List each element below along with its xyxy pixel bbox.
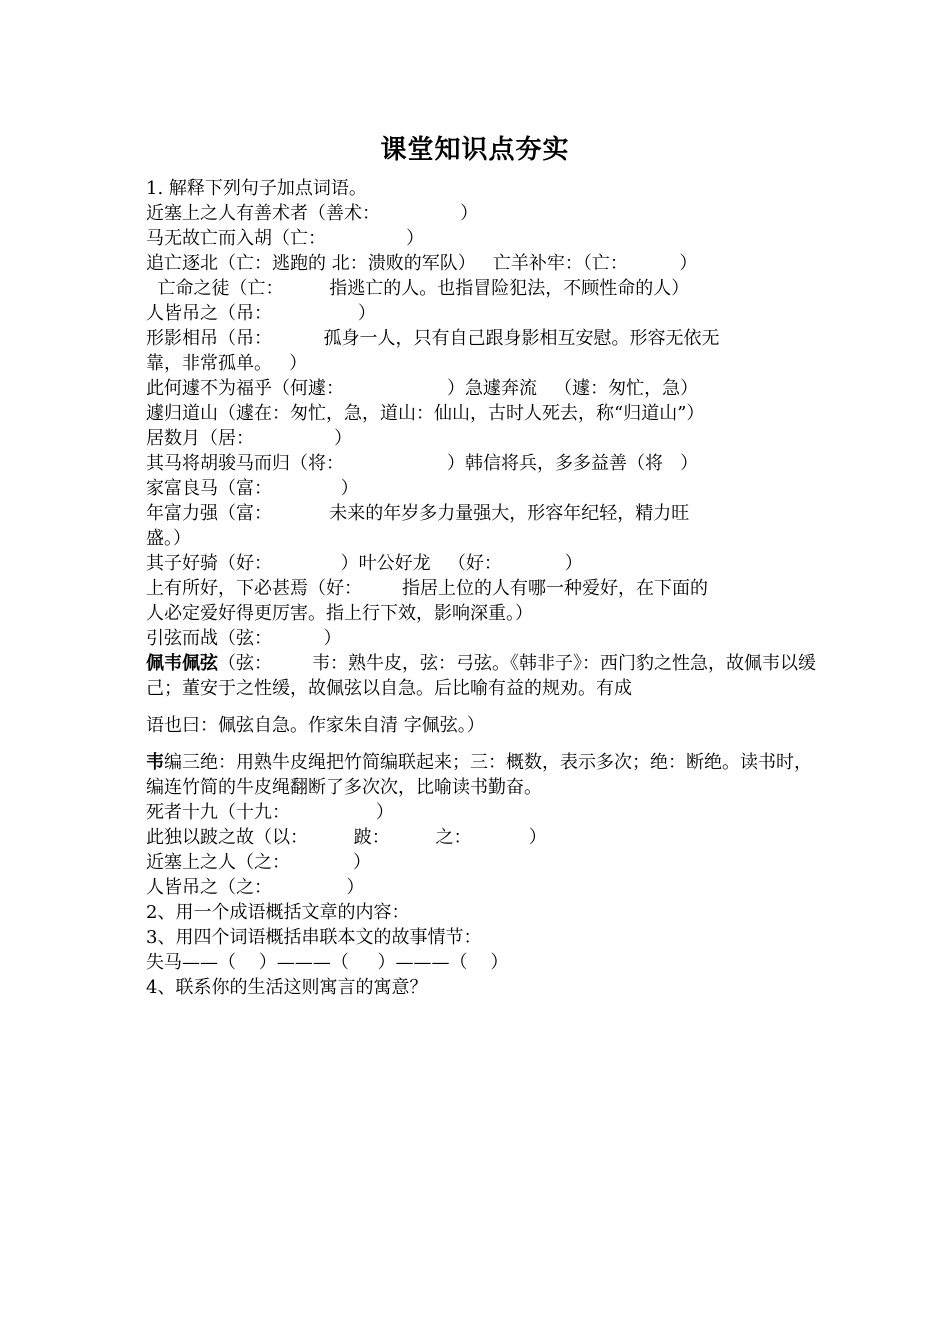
- bold-term: 韦: [146, 752, 164, 773]
- question-1-heading: 1. 解释下列句子加点词语。: [146, 178, 367, 199]
- plot-chain-line: 失马——（ ）———（ ）———（ ）: [146, 952, 509, 973]
- text-line: 追亡逐北（亡：逃跑的 北：溃败的军队） 亡羊补牢：（亡： ）: [146, 253, 698, 274]
- text-line: 此独以跛之故（以： 跛： 之： ）: [146, 827, 547, 848]
- text-line: 遽归道山（遽在：匆忙，急，道山：仙山，古时人死去，称“归道山”）: [146, 403, 705, 424]
- text-line: 近塞上之人有善术者（善术： ）: [146, 203, 479, 224]
- text-line: 引弦而战（弦： ）: [146, 628, 342, 649]
- text-line: 亡命之徒（亡： 指逃亡的人。也指冒险犯法，不顾性命的人）: [146, 278, 690, 299]
- text-line: 年富力强（富： 未来的年岁多力量强大，形容年纪轻，精力旺: [146, 503, 690, 524]
- paragraph-pei-wei-pei-xian: [146, 651, 826, 701]
- question-2: 2、用一个成语概括文章的内容：: [146, 902, 410, 923]
- text-line: 家富良马（富： ）: [146, 478, 359, 499]
- text-line: 居数月（居： ）: [146, 428, 353, 449]
- text-line: 盛。）: [146, 528, 191, 549]
- text-line: 死者十九（十九： ）: [146, 802, 394, 823]
- bold-term: 佩韦佩弦: [146, 653, 218, 674]
- text-line: 近塞上之人（之： ）: [146, 852, 371, 873]
- text-line: 马无故亡而入胡（亡： ）: [146, 228, 425, 249]
- paragraph-gap: [146, 738, 826, 750]
- text-line: 其子好骑（好： ）叶公好龙 （好： ）: [146, 553, 583, 574]
- text-line: 上有所好，下必甚焉（好： 指居上位的人有哪一种爱好，在下面的: [146, 578, 709, 599]
- text-line: 靠，非常孤单。 ）: [146, 353, 308, 374]
- text-line: 语也曰：佩弦自急。作家朱自清 字佩弦。）: [146, 715, 485, 736]
- document-body: [146, 176, 826, 1000]
- question-4: 4、联系你的生活这则寓言的寓意？: [146, 977, 428, 998]
- text-line: 人皆吊之（吊： ）: [146, 303, 376, 324]
- paragraph-text: （弦： 韦：熟牛皮，弦：弓弦。《韩非子》：西门豹之性急，故佩韦以缓己；董安于之性缓，故佩弦以自急。后比喻有益的规劝。有成: [146, 653, 817, 699]
- paragraph-gap: [146, 701, 826, 713]
- page-title: 课堂知识点夯实: [380, 135, 570, 165]
- question-3: 3、用四个词语概括串联本文的故事情节：: [146, 927, 482, 948]
- paragraph-text: 编三绝：用熟牛皮绳把竹简编联起来；三：概数，表示多次；绝：断绝。读书时，编连竹简的牛皮绳翻断了多次次，比喻读书勤奋。: [146, 752, 812, 798]
- text-line: 其马将胡骏马而归（将： ）韩信将兵，多多益善（将 ）: [146, 453, 699, 474]
- text-line: 形影相吊（吊： 孤身一人，只有自己跟身影相互安慰。形容无依无: [146, 328, 720, 349]
- text-line: 此何遽不为福乎（何遽： ）急遽奔流 （遽：匆忙，急）: [146, 378, 699, 399]
- text-line: 人必定爱好得更厉害。指上行下效，影响深重。）: [146, 603, 533, 624]
- paragraph-wei-bian-san-jue: [146, 750, 826, 800]
- text-line: 人皆吊之（之： ）: [146, 877, 365, 898]
